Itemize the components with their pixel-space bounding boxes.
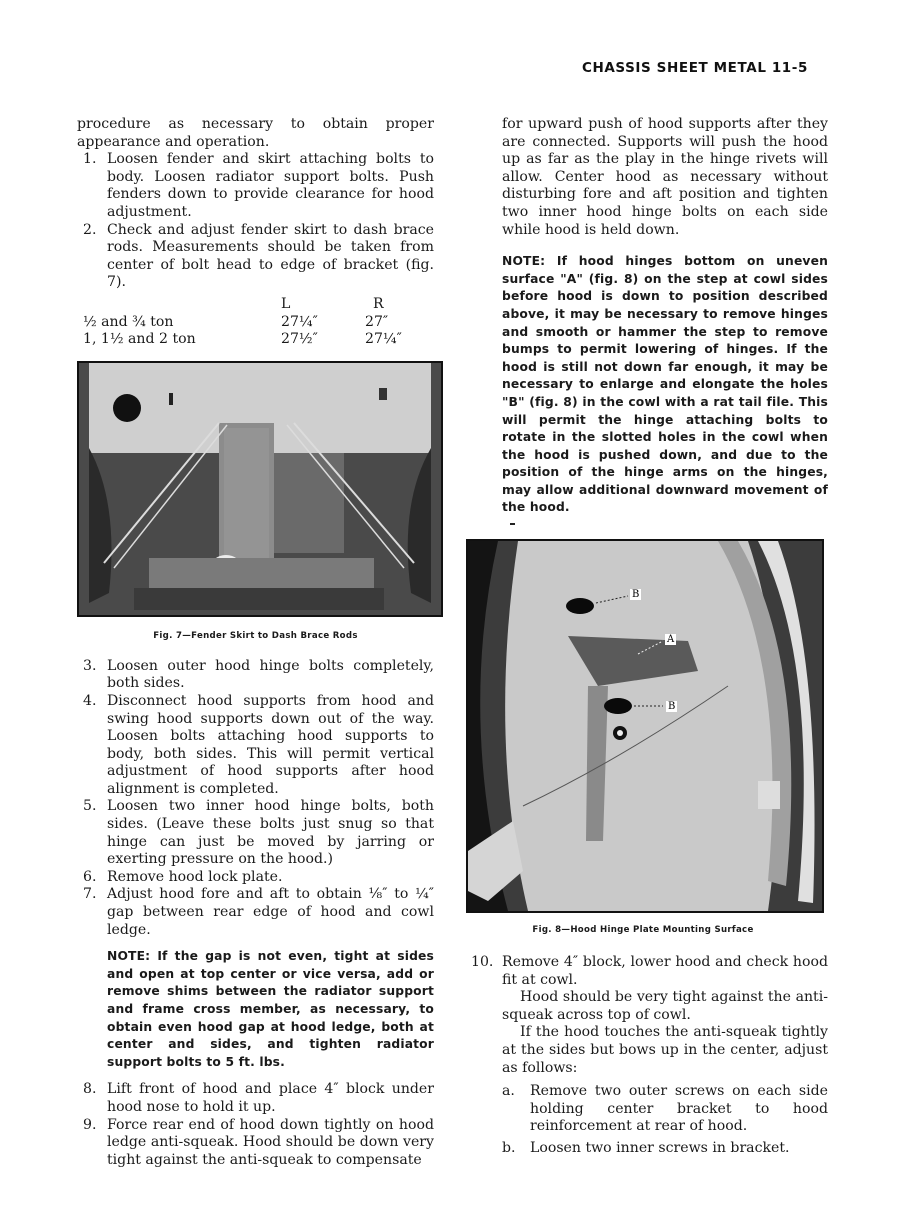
sub-step-letter: a. [502,1083,515,1100]
figure-8-caption: Fig. 8—Hood Hinge Plate Mounting Surface [532,925,754,936]
step-text: Loosen two inner hood hinge bolts, both sides. (Leave these bolts just snug so that hinge can just be moved by jarring or exerting pressure on the hood.) [107,798,434,868]
measurement-table [83,296,402,349]
label-b-lower: B [668,701,676,713]
table-cell: 27¼″ [281,313,318,330]
step-number: 4. [83,692,97,709]
table-header [83,296,271,314]
table-row [83,314,402,332]
paragraph-adjust: If the hood touches the anti-squeak tightly at the sides but bows up in the center, adjust as follows: [502,1024,828,1076]
step-number: 8. [83,1081,97,1098]
hinge-plate-illustration [468,541,822,911]
paragraph-tight: Hood should be very tight against the anti-squeak across top of cowl. [502,989,828,1023]
step-text: Loosen fender and skirt attaching bolts to body. Loosen radiator support bolts. Push fenders down to provide clearance for hood adjustment. [107,151,434,220]
step-text: Check and adjust fender skirt to dash brace rods. Measurements should be taken from center of bolt head to edge of bracket (fig. 7). [107,221,434,291]
step-8 [77,1081,434,1116]
page-header: CHASSIS SHEET METAL 11-5 [581,60,808,76]
table-cell: 27½″ [281,331,318,348]
step-text: Force rear end of hood down tightly on hood ledge anti-squeak. Hood should be down very tight against the anti-squeak to compensate [107,1116,434,1168]
step-text: Remove 4″ block, lower hood and check hood fit at cowl. [502,954,828,988]
figure-7-caption: Fig. 7—Fender Skirt to Dash Brace Rods [153,630,358,641]
table-header-r: R [373,295,384,312]
sub-step-text: Remove two outer screws on each side holding center bracket to hood reinforcement at rear of hood. [530,1083,828,1135]
table-cell: 27″ [365,313,389,330]
step-text: Adjust hood fore and aft to obtain ⅛″ to ¼″ gap between rear edge of hood and cowl ledge. [107,886,434,938]
step-1 [77,151,434,221]
right-column [471,116,828,1158]
label-b-upper: B [632,589,640,601]
step-number: 3. [83,657,97,674]
step-6 [77,869,434,887]
table-row [83,331,402,349]
figure-7-photo [77,361,443,617]
table-header-row [83,296,402,314]
label-a: A [667,634,675,646]
step-number: 7. [83,886,97,903]
engine-compartment-illustration [79,363,441,615]
sub-step-b [502,1140,828,1158]
step-text: Loosen outer hood hinge bolts completely, both sides. [107,657,434,692]
step-3 [77,658,434,693]
step-10 [471,954,828,989]
step-text: Remove hood lock plate. [107,868,283,885]
continuation-paragraph: for upward push of hood supports after they are connected. Supports will push the hood up as far as the play in the hinge rivets will allow. Center hood as necessary without disturbing fore and aft position and tighten two inner hood hinge bolts on each side while hood is held down. [502,116,828,238]
table-cell: ½ and ¾ ton [83,313,174,330]
sub-step-text: Loosen two inner screws in bracket. [530,1140,790,1156]
step-number: 5. [83,798,97,815]
step-number: 6. [83,868,97,885]
table-cell: 1, 1½ and 2 ton [83,331,196,348]
step-9 [77,1117,434,1170]
sub-step-a [502,1083,828,1136]
step-number: 1. [83,151,97,168]
intro-paragraph: procedure as necessary to obtain proper appearance and operation. [77,116,434,150]
step-number: 10. [471,954,494,971]
step-text: Disconnect hood supports from hood and swing hood supports down out of the way. Loosen bolts attaching hood supports to body, both sides. This will permit vertical adjustment of hood supports after hood alignment is completed. [107,692,434,797]
step-number: 2. [83,221,97,238]
step-number: 9. [83,1116,97,1133]
sub-step-letter: b. [502,1140,516,1156]
left-column [77,116,434,1169]
gap-note: NOTE: If the gap is not even, tight at sides and open at top center or vice versa, add or remove shims between the radiator support and frame cross member, as necessary, to obtain even hood gap at hood ledge, both at center and sides, and tighten radiator support bolts to 5 ft. lbs. [107,949,434,1069]
table-header-l: L [281,295,291,312]
step-5 [77,798,434,868]
table-cell: 27¼″ [365,331,402,348]
hinge-note: NOTE: If hood hinges bottom on uneven surface "A" (fig. 8) on the step at cowl sides before hood is down to position described above, it may be necessary to remove hinges and smooth or hammer the step to remove bumps to permit lowering of hinges. If the hood is still not down far enough, it may be necessary to enlarge and elongate the holes "B" (fig. 8) in the cowl with a rat tail file. This will permit the hinge attaching bolts to rotate in the slotted holes in the cowl when the hood is pushed down, and due to the position of the hinge arms on the hinges, may allow additional downward movement of the hood. [502,254,828,515]
step-text: Lift front of hood and place 4″ block under hood nose to hold it up. [107,1081,434,1115]
step-2 [77,222,434,292]
stray-mark [510,523,515,525]
figure-8-photo [466,539,824,913]
step-4 [77,693,434,799]
step-7 [77,886,434,939]
